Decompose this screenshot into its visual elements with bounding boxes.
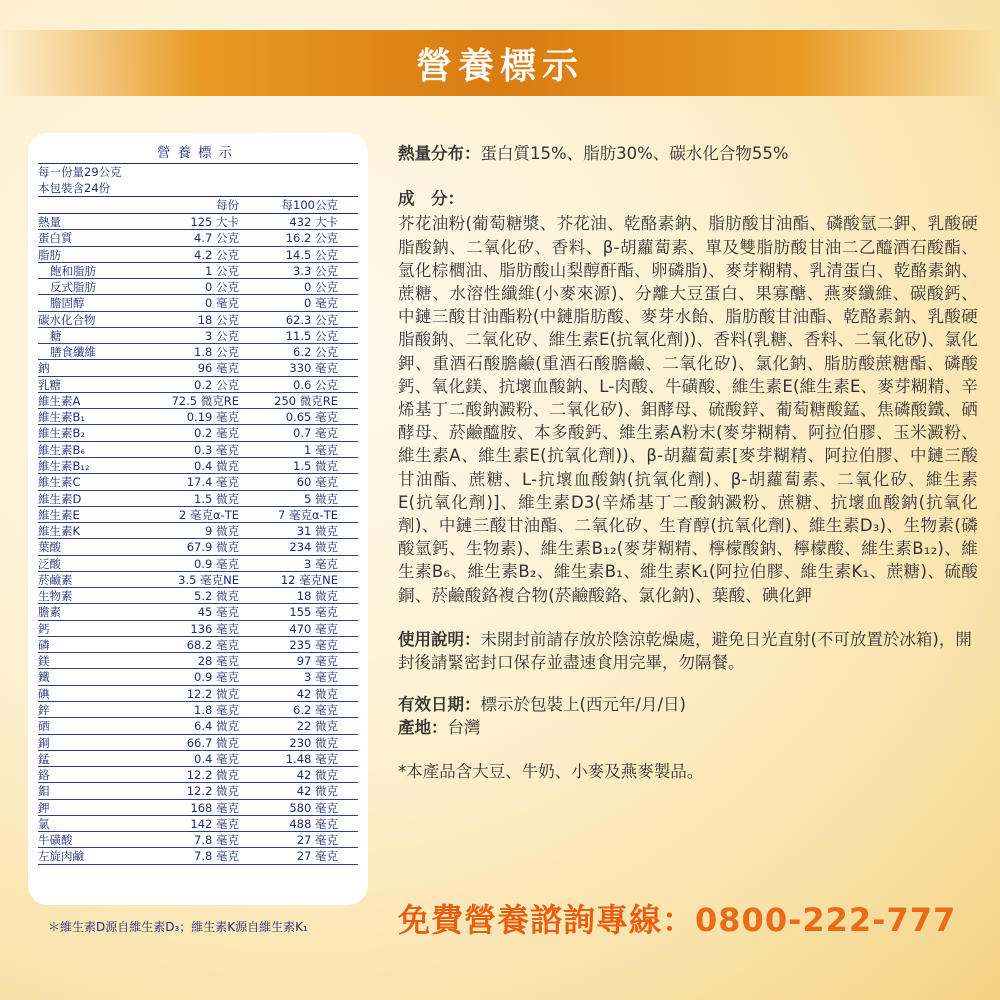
- title-banner: [0, 30, 1000, 96]
- per-serving-value: 0 公克: [205, 280, 239, 295]
- per-serving-value: 125 大卡: [190, 215, 239, 229]
- per-serving-value: 3 公克: [205, 328, 239, 343]
- product-info: [398, 140, 978, 783]
- nutrition-row: [38, 816, 358, 832]
- per-100g-value: 42 微克: [296, 686, 338, 701]
- per-100g-value: 1.5 微克: [293, 458, 338, 473]
- nutrition-row: [38, 377, 358, 393]
- per-serving-value: 1.5 微克: [194, 491, 239, 506]
- nutrition-row: [38, 832, 358, 848]
- nutrient-name: 蛋白質: [38, 231, 73, 246]
- origin-text: 台灣: [447, 718, 481, 738]
- hotline: [398, 895, 956, 941]
- per-100g-value: 470 毫克: [289, 621, 338, 636]
- nutrition-row: [38, 653, 358, 669]
- nutrition-row: [38, 393, 358, 409]
- nutrition-row: [38, 360, 358, 376]
- per-serving-value: 66.7 微克: [186, 735, 239, 750]
- nutrition-row: [38, 491, 358, 507]
- per-100g-value: 488 毫克: [289, 816, 338, 831]
- nutrition-row: [38, 312, 358, 328]
- per-serving-value: 18 公克: [197, 312, 239, 327]
- nutrient-name: 鉀: [38, 800, 50, 815]
- per-100g-value: 250 微克RE: [274, 393, 338, 408]
- nutrient-name: 生物素: [38, 589, 73, 604]
- ingredients-heading: [398, 187, 978, 210]
- per-100g-value: 0.65 毫克: [285, 410, 338, 425]
- per-100g-value: 18 微克: [296, 589, 338, 604]
- per-100g-value: 230 微克: [289, 735, 338, 750]
- per-100g-value: 234 微克: [289, 540, 338, 555]
- per-serving-value: 1 公克: [205, 263, 239, 278]
- nutrient-name: 鉻: [38, 768, 50, 783]
- per-100g-value: 0.6 公克: [293, 377, 338, 392]
- nutrient-name: 熱量: [38, 215, 61, 229]
- nutrition-row: [38, 702, 358, 718]
- nutrient-name: 鈉: [38, 361, 50, 376]
- nutrient-name: 維生素C: [38, 475, 81, 490]
- per-serving-value: 136 毫克: [190, 621, 239, 636]
- per-serving-value: 1.8 毫克: [194, 702, 239, 717]
- origin-label: 產地：: [398, 718, 448, 738]
- per-serving-value: 0.3 毫克: [194, 442, 239, 457]
- per-serving-value: 0.9 毫克: [194, 556, 239, 571]
- nutrition-row: [38, 621, 358, 637]
- expiry-date: [398, 693, 978, 716]
- nutrition-row: [38, 458, 358, 474]
- nutrient-name: 脂肪: [38, 247, 61, 262]
- per-100g-value: 0.7 毫克: [293, 426, 338, 441]
- nutrient-name: 鎂: [38, 654, 50, 669]
- nutrition-row: [38, 848, 358, 864]
- expiry-label: 有效日期：: [398, 695, 481, 715]
- per-100g-value: 22 微克: [296, 719, 338, 734]
- serving-info: [38, 164, 358, 197]
- nutrient-name: 乳糖: [38, 377, 61, 392]
- nutrition-row: [38, 328, 358, 344]
- nutrient-name: 鋅: [38, 702, 50, 717]
- per-serving-value: 67.9 微克: [186, 540, 239, 555]
- per-serving-value: 168 毫克: [190, 800, 239, 815]
- nutrient-name: 左旋肉鹼: [38, 849, 84, 864]
- header-per-serving: 每份: [216, 198, 239, 212]
- per-100g-value: 42 微克: [296, 784, 338, 799]
- nutrient-name: 膽固醇: [50, 296, 85, 311]
- per-100g-value: 432 大卡: [289, 215, 338, 229]
- per-serving-value: 7.8 毫克: [194, 833, 239, 848]
- per-serving-value: 12.2 微克: [186, 686, 239, 701]
- nutrition-row: [38, 442, 358, 458]
- per-100g-value: 0 毫克: [304, 296, 338, 311]
- nutrient-name: 葉酸: [38, 540, 61, 555]
- usage-label: 使用說明：: [398, 629, 481, 649]
- servings-per-package: 本包裝含24份: [38, 181, 111, 195]
- nutrition-row: [38, 214, 358, 230]
- usage-instructions: [398, 628, 978, 674]
- ingredients-text: 芥花油粉(葡萄糖漿、芥花油、乾酪素鈉、脂肪酸甘油酯、磷酸氫二鉀、乳酸硬脂酸鈉、二氧化矽、香料、β-胡蘿蔔素、單及雙脂肪酸甘油二乙醯酒石酸酯、氫化棕櫚油、脂肪酸山梨醇酐酯、卵磷脂)、麥芽糊精、乳清蛋白、乾酪素鈉、蔗糖、水溶性纖維(小麥來源)、分離大豆蛋白、果寡醣、燕麥纖維、碳酸鈣、中鏈三酸甘油酯粉(中鏈脂肪酸、麥芽水飴、脂肪酸甘油酯、乾酪素鈉、乳酸硬脂酸鈉、二氧化矽、維生素E(抗氧化劑))、香料(乳糖、香料、二氧化矽)、氯化鉀、重酒石酸膽鹼(重酒石酸膽鹼、二氧化矽)、氯化鈉、脂肪酸蔗糖酯、磷酸鈣、氧化鎂、抗壞血酸鈉、L-肉酸、牛磺酸、維生素E(維生素E、麥芽糊精、辛烯基丁二酸鈉澱粉、二氧化矽)、鉬酵母、硫酸鋅、葡萄糖酸錳、焦磷酸鐵、硒酵母、菸鹼醯胺、本多酸鈣、維生素A粉末(麥芽糊精、阿拉伯膠、玉米澱粉、維生素A、維生素E(抗氧化劑))、β-胡蘿蔔素[麥芽糊精、阿拉伯膠、中鏈三酸甘油酯、蔗糖、L-抗壞血酸鈉(抗氧化劑)、β-胡蘿蔔素、二氧化矽、維生素E(抗氧化劑)]、維生素D3(辛烯基丁二酸鈉澱粉、蔗糖、抗壞血酸鈉(抗氧化劑)、中鏈三酸甘油酯、二氧化矽、生育醇(抗氧化劑)、維生素D₃)、生物素(磷酸氫鈣、生物素)、維生素B₁₂(麥芽糊精、檸檬酸鈉、檸檬酸、維生素B₁₂)、維生素B₆、維生素B₂、維生素B₁、維生素K₁(阿拉伯膠、維生素K₁、蔗糖)、硫酸銅、菸鹼酸鉻複合物(菸鹼酸鉻、氯化鈉)、葉酸、碘化鉀: [398, 214, 978, 605]
- per-100g-value: 6.2 公克: [293, 345, 338, 360]
- nutrition-row: [38, 637, 358, 653]
- per-100g-value: 3 毫克: [304, 556, 338, 571]
- per-serving-value: 0 毫克: [205, 296, 239, 311]
- per-100g-value: 14.5 公克: [285, 247, 338, 262]
- per-serving-value: 3.5 毫克NE: [178, 572, 239, 587]
- per-100g-value: 7 毫克α-TE: [278, 507, 338, 522]
- per-serving-value: 5.2 微克: [194, 589, 239, 604]
- per-100g-value: 5 微克: [304, 491, 338, 506]
- per-100g-value: 0 公克: [304, 280, 338, 295]
- nutrient-name: 泛酸: [38, 556, 61, 571]
- nutrient-name: 牛磺酸: [38, 833, 73, 848]
- nutrient-name: 碳水化合物: [38, 312, 96, 327]
- per-100g-value: 3.3 公克: [293, 263, 338, 278]
- per-serving-value: 9 微克: [205, 524, 239, 539]
- per-100g-value: 31 微克: [296, 524, 338, 539]
- page-title: 營養標示: [415, 45, 584, 87]
- hotline-number: 0800-222-777: [695, 901, 957, 939]
- per-100g-value: 60 毫克: [296, 475, 338, 490]
- nutrition-row: [38, 686, 358, 702]
- per-100g-value: 330 毫克: [289, 361, 338, 376]
- vitamin-footnote: ＊維生素D源自維生素D₃；維生素K源自維生素K₁: [48, 920, 308, 934]
- per-100g-value: 12 毫克NE: [280, 572, 338, 587]
- nutrition-row: [38, 751, 358, 767]
- energy-distribution: [398, 142, 978, 165]
- nutrient-name: 鉬: [38, 784, 50, 799]
- per-100g-value: 97 毫克: [296, 654, 338, 669]
- nutrition-row: [38, 344, 358, 360]
- per-serving-value: 4.2 公克: [194, 247, 239, 262]
- per-100g-value: 16.2 公克: [285, 231, 338, 246]
- per-serving-value: 7.8 毫克: [194, 849, 239, 864]
- nutrition-row: [38, 230, 358, 246]
- per-serving-value: 45 毫克: [197, 605, 239, 620]
- nutrient-name: 膽素: [38, 605, 61, 620]
- allergen-notice: *本產品含大豆、牛奶、小麥及燕麥製品。: [398, 761, 704, 781]
- nutrition-row: [38, 539, 358, 555]
- per-serving-value: 0.2 公克: [194, 377, 239, 392]
- nutrition-title: 營養標示: [38, 143, 358, 164]
- nutrient-name: 維生素B₂: [38, 426, 85, 441]
- nutrition-row: [38, 279, 358, 295]
- per-100g-value: 155 毫克: [289, 605, 338, 620]
- per-100g-value: 580 毫克: [289, 800, 338, 815]
- per-serving-value: 1.8 公克: [194, 345, 239, 360]
- per-100g-value: 6.2 毫克: [293, 702, 338, 717]
- per-serving-value: 72.5 微克RE: [171, 393, 239, 408]
- per-serving-value: 28 毫克: [197, 654, 239, 669]
- energy-label: 熱量分布：: [398, 144, 481, 163]
- nutrient-name: 飽和脂肪: [50, 263, 96, 278]
- nutrient-name: 維生素B₁: [38, 410, 85, 425]
- header-per-100g: 每100公克: [281, 198, 338, 212]
- nutrient-name: 鐵: [38, 670, 50, 685]
- nutrition-row: [38, 604, 358, 620]
- nutrition-row: [38, 523, 358, 539]
- nutrient-name: 維生素K: [38, 524, 81, 539]
- nutrient-name: 鈣: [38, 621, 50, 636]
- per-100g-value: 62.3 公克: [285, 312, 338, 327]
- nutrient-name: 菸鹼素: [38, 572, 73, 587]
- nutrient-name: 錳: [38, 751, 50, 766]
- per-serving-value: 142 毫克: [190, 816, 239, 831]
- nutrient-name: 維生素B₆: [38, 442, 85, 457]
- nutrition-row: [38, 507, 358, 523]
- nutrient-name: 糖: [50, 328, 62, 343]
- nutrition-rows: [38, 214, 358, 865]
- per-serving-value: 2 毫克α-TE: [179, 507, 239, 522]
- header-blank: [38, 197, 158, 213]
- expiry-text: 標示於包裝上(西元年/月/日): [480, 695, 686, 715]
- serving-size: 每一份量29公克: [38, 165, 122, 179]
- nutrition-row: [38, 783, 358, 799]
- per-100g-value: 1.48 毫克: [285, 751, 338, 766]
- per-100g-value: 235 毫克: [289, 637, 338, 652]
- ingredients-label: 成 分：: [398, 189, 464, 209]
- per-serving-value: 17.4 毫克: [186, 475, 239, 490]
- nutrient-name: 膳食纖維: [50, 345, 96, 360]
- per-100g-value: 27 毫克: [296, 849, 338, 864]
- per-100g-value: 42 微克: [296, 768, 338, 783]
- nutrition-row: [38, 556, 358, 572]
- nutrient-name: 維生素E: [38, 507, 80, 522]
- usage-text: 未開封前請存放於陰涼乾燥處，避免日光直射(不可放置於冰箱)，開封後請緊密封口保存並盡速食用完畢，勿隔餐。: [398, 629, 972, 673]
- per-serving-value: 0.9 毫克: [194, 670, 239, 685]
- nutrition-row: [38, 409, 358, 425]
- per-serving-value: 0.4 微克: [194, 458, 239, 473]
- per-serving-value: 12.2 微克: [186, 784, 239, 799]
- nutrient-name: 反式脂肪: [50, 280, 96, 295]
- per-serving-value: 0.19 毫克: [186, 410, 239, 425]
- nutrition-row: [38, 669, 358, 685]
- nutrient-name: 維生素B₁₂: [38, 458, 90, 473]
- nutrient-name: 氯: [38, 816, 50, 831]
- nutrition-row: [38, 247, 358, 263]
- per-100g-value: 3 毫克: [304, 670, 338, 685]
- per-100g-value: 27 毫克: [296, 833, 338, 848]
- nutrition-row: [38, 735, 358, 751]
- nutrient-name: 維生素A: [38, 393, 81, 408]
- nutrition-table: [38, 143, 358, 865]
- per-100g-value: 11.5 公克: [285, 328, 338, 343]
- nutrition-header-row: [38, 197, 358, 214]
- per-serving-value: 0.2 毫克: [194, 426, 239, 441]
- nutrition-row: [38, 588, 358, 604]
- nutrition-row: [38, 572, 358, 588]
- nutrition-row: [38, 800, 358, 816]
- nutrition-row: [38, 295, 358, 311]
- nutrition-row: [38, 425, 358, 441]
- hotline-label: 免費營養諮詢專線：: [398, 901, 696, 939]
- origin: [398, 716, 978, 739]
- nutrition-row: [38, 263, 358, 279]
- nutrition-panel: [28, 133, 368, 905]
- nutrition-row: [38, 767, 358, 783]
- nutrient-name: 銅: [38, 735, 50, 750]
- per-serving-value: 96 毫克: [197, 361, 239, 376]
- nutrition-row: [38, 718, 358, 734]
- per-serving-value: 0.4 毫克: [194, 751, 239, 766]
- per-serving-value: 12.2 微克: [186, 768, 239, 783]
- nutrient-name: 碘: [38, 686, 50, 701]
- per-serving-value: 6.4 微克: [194, 719, 239, 734]
- nutrient-name: 維生素D: [38, 491, 82, 506]
- per-serving-value: 4.7 公克: [194, 231, 239, 246]
- nutrient-name: 磷: [38, 637, 50, 652]
- per-100g-value: 1 毫克: [304, 442, 338, 457]
- nutrient-name: 硒: [38, 719, 50, 734]
- per-serving-value: 68.2 毫克: [186, 637, 239, 652]
- nutrition-row: [38, 474, 358, 490]
- energy-value: 蛋白質15%、脂肪30%、碳水化合物55%: [480, 144, 789, 163]
